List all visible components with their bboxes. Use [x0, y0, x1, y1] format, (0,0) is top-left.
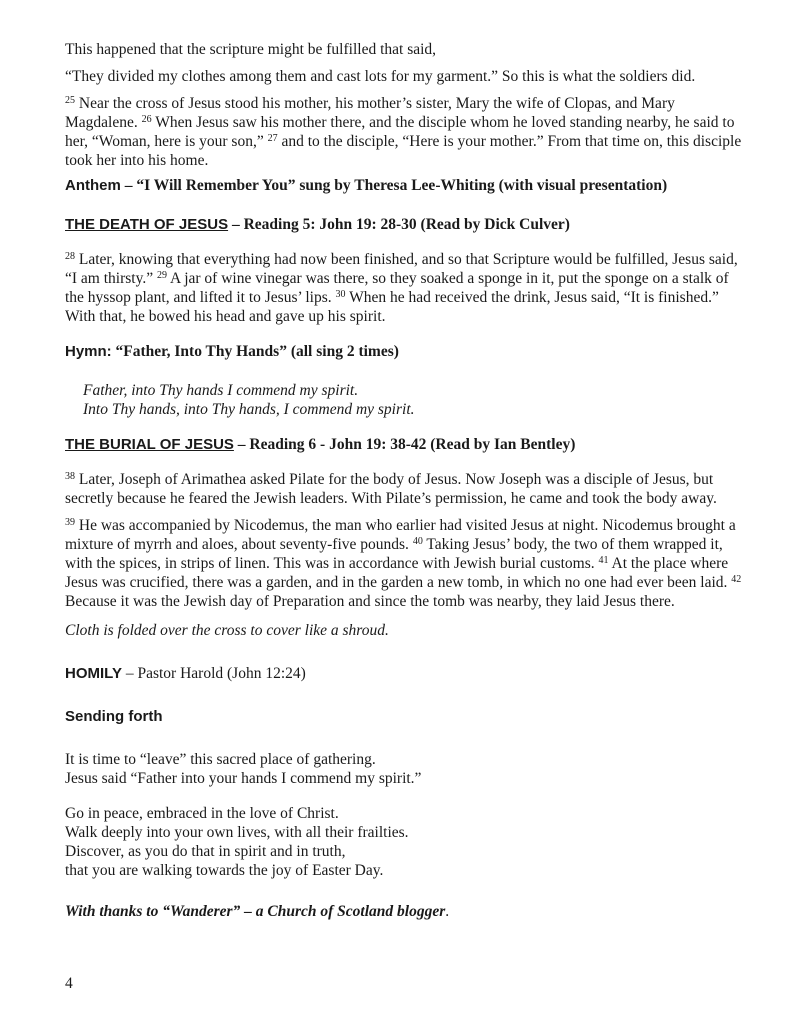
verse-text-29: A jar of wine vinegar was there, so they soaked a sponge in it, put the sponge on a stalk of the hyssop plant, and lifted it to Jesus’ lips.: [65, 270, 729, 306]
hymn-heading-details: “Father, Into Thy Hands” (all sing 2 times): [111, 343, 399, 360]
paragraph-divided-garments: “They divided my clothes among them and cast lots for my garment.” So this is what the soldiers did.: [65, 68, 696, 85]
burial-of-jesus-heading-details: – Reading 6 - John 19: 38-42 (Read by Ian Bentley): [233, 436, 576, 453]
verse-text-41: At the place where Jesus was crucified, there was a garden, and in the garden a new tomb, in which no one had ever been laid.: [65, 555, 732, 591]
page-number: 4: [65, 975, 73, 992]
verse-number-40: 40: [412, 536, 423, 547]
homily-heading: [65, 664, 745, 683]
anthem-heading-details: – “I Will Remember You” sung by Theresa Lee-Whiting (with visual presentation): [120, 177, 668, 194]
verse-text-26: When Jesus saw his mother there, and the disciple whom he loved standing nearby, he said to her, “Woman, here is your son,”: [65, 114, 735, 150]
stage-direction-cloth: Cloth is folded over the cross to cover like a shroud.: [65, 622, 389, 639]
verse-text-30: When he had received the drink, Jesus said, “It is finished.” With that, he bowed his head and gave up his spirit.: [65, 289, 719, 325]
verse-text-38: Later, Joseph of Arimathea asked Pilate for the body of Jesus. Now Joseph was a disciple of Jesus, but secretly because he feared the Jewish leaders. With Pilate’s permission, he came and took the body away.: [65, 471, 717, 507]
paragraph-scripture-fulfilled: This happened that the scripture might be fulfilled that said,: [65, 41, 437, 58]
burial-of-jesus-heading: [65, 435, 745, 454]
verse-number-29: 29: [156, 270, 167, 281]
paragraph-near-the-cross: [65, 94, 745, 170]
death-of-jesus-heading-label: THE DEATH OF JESUS: [65, 216, 229, 233]
peace-line-4: that you are walking towards the joy of Easter Day.: [65, 862, 384, 879]
sending-forth-heading: [65, 707, 745, 726]
verse-text-25: Near the cross of Jesus stood his mother, his mother’s sister, Mary the wife of Clopas, and Mary Magdalene.: [65, 95, 675, 131]
paragraph-reading-6-part-2: [65, 516, 745, 611]
hymn-verse: [83, 381, 745, 419]
verse-number-28: 28: [65, 251, 75, 262]
verse-number-30: 30: [335, 289, 346, 300]
verse-number-27: 27: [267, 133, 278, 144]
verse-text-40: Taking Jesus’ body, the two of them wrapped it, with the spices, in strips of linen. This was in accordance with Jewish burial customs.: [65, 536, 723, 572]
verse-number-26: 26: [141, 114, 152, 125]
anthem-heading: [65, 176, 745, 195]
verse-number-42: 42: [731, 574, 742, 585]
paragraph-reading-6-part-1: [65, 470, 745, 508]
verse-text-42: Because it was the Jewish day of Preparation and since the tomb was nearby, they laid Jesus there.: [65, 593, 675, 610]
paragraph-time-to-leave: [65, 750, 745, 788]
credit-line: [65, 902, 745, 921]
verse-number-39: 39: [65, 517, 75, 528]
verse-text-27: and to the disciple, “Here is your mother.” From that time on, this disciple took her into his home.: [65, 133, 742, 169]
hymn-verse-line-2: Into Thy hands, into Thy hands, I commend my spirit.: [83, 401, 415, 418]
homily-heading-label: HOMILY: [65, 665, 122, 682]
verse-number-38: 38: [65, 471, 75, 482]
verse-text-39: He was accompanied by Nicodemus, the man who earlier had visited Jesus at night. Nicodemus brought a mixture of myrrh and aloes, about seventy-five pounds.: [65, 517, 736, 553]
verse-number-25: 25: [65, 95, 75, 106]
hymn-heading-label: Hymn:: [65, 343, 112, 360]
verse-number-41: 41: [598, 555, 609, 566]
sending-forth-heading-label: Sending forth: [65, 708, 163, 725]
peace-line-2: Walk deeply into your own lives, with all their frailties.: [65, 824, 409, 841]
homily-heading-details: – Pastor Harold (John 12:24): [121, 665, 306, 682]
credit-line-text: With thanks to “Wanderer” – a Church of Scotland blogger: [65, 903, 446, 920]
burial-of-jesus-heading-label: THE BURIAL OF JESUS: [65, 436, 234, 453]
leave-line-1: It is time to “leave” this sacred place of gathering.: [65, 751, 376, 768]
peace-line-3: Discover, as you do that in spirit and in truth,: [65, 843, 346, 860]
hymn-heading: [65, 342, 745, 361]
death-of-jesus-heading-details: – Reading 5: John 19: 28-30 (Read by Dick Culver): [228, 216, 570, 233]
paragraph-reading-5: [65, 250, 745, 326]
paragraph-go-in-peace: [65, 804, 745, 880]
anthem-heading-label: Anthem: [65, 177, 121, 194]
hymn-verse-line-1: Father, into Thy hands I commend my spirit.: [83, 382, 359, 399]
peace-line-1: Go in peace, embraced in the love of Christ.: [65, 805, 339, 822]
death-of-jesus-heading: [65, 215, 745, 234]
credit-line-period: .: [445, 903, 450, 920]
leave-line-2: Jesus said “Father into your hands I commend my spirit.”: [65, 770, 422, 787]
verse-text-28: Later, knowing that everything had now been finished, and so that Scripture would be fulfilled, Jesus said, “I am thirsty.”: [65, 251, 738, 287]
